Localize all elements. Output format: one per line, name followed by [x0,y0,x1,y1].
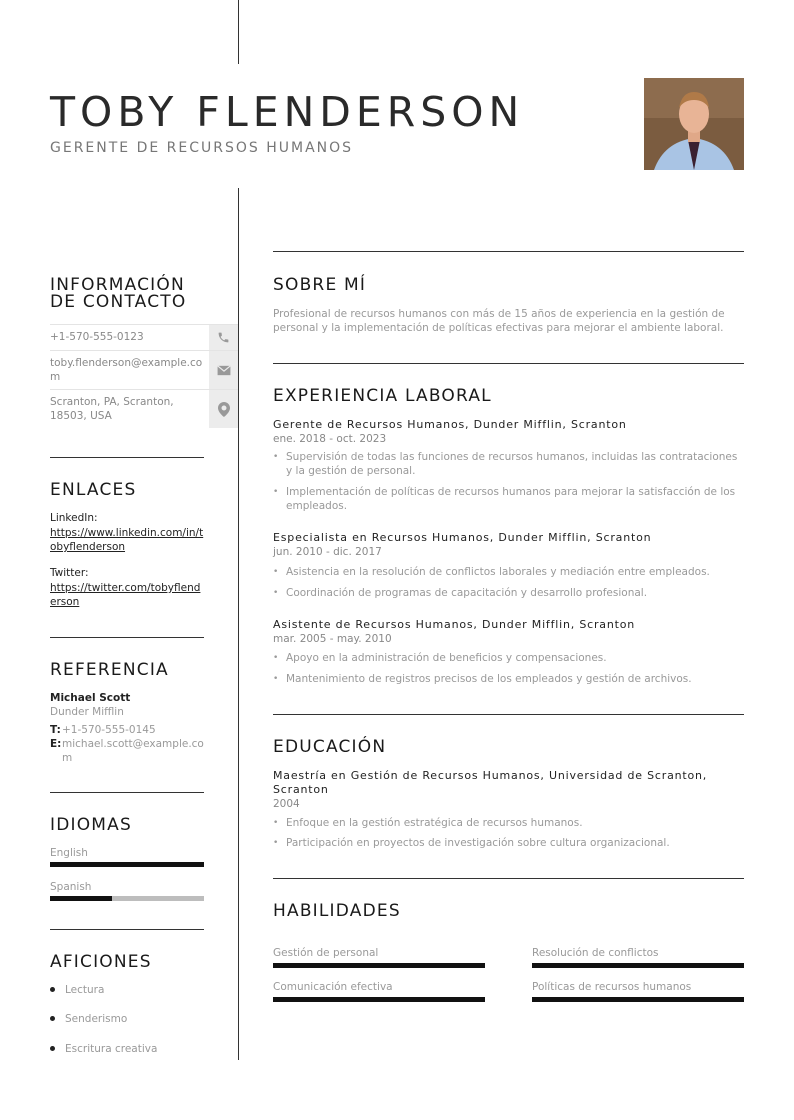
linkedin-link[interactable]: https://www.linkedin.com/in/tobyflenderson [50,527,204,553]
contact-heading-line1: INFORMACIÓN [50,275,185,295]
about-heading: SOBRE MÍ [273,275,367,295]
job-bullet: • Apoyo en la administración de beneficios y compensaciones. [273,651,744,665]
contact-address-row [50,390,238,428]
left-divider [50,637,204,638]
profile-photo-image [644,78,744,170]
reference-phone: +1-570-555-0145 [62,724,156,736]
left-divider [50,457,204,458]
links-heading: ENLACES [50,480,137,500]
reference-name: Michael Scott [50,692,131,704]
hobbies-heading: AFICIONES [50,952,152,972]
bullet-dot-icon [50,987,55,992]
linkedin-label: LinkedIn: [50,512,98,524]
envelope-icon [209,351,238,389]
section-divider [273,363,744,364]
left-divider [50,792,204,793]
education-bullet: • Participación en proyectos de investigación sobre cultura organizacional. [273,836,744,850]
job-bullet: • Asistencia en la resolución de conflictos laborales y mediación entre empleados. [273,565,744,579]
skills-heading: HABILIDADES [273,901,401,921]
language-level-bar [50,862,204,867]
language-name: Spanish [50,881,92,893]
reference-email-row [50,737,204,765]
bullet-dot-icon [50,1016,55,1021]
skill-name: Gestión de personal [273,947,379,959]
language-level-fill [50,862,204,867]
job-bullet: • Implementación de políticas de recursos humanos para mejorar la satisfacción de los empleados. [273,485,744,513]
job-bullet: • Mantenimiento de registros precisos de los empleados y gestión de archivos. [273,672,744,686]
skill-name: Resolución de conflictos [532,947,659,959]
reference-company: Dunder Mifflin [50,706,124,718]
bullet-dot-icon [50,1046,55,1051]
contact-address: Scranton, PA, Scranton, 18503, USA [50,396,174,422]
skill-name: Comunicación efectiva [273,981,393,993]
vertical-divider [238,188,239,1060]
language-level-fill [50,896,112,901]
skill-name: Políticas de recursos humanos [532,981,692,993]
reference-email: michael.scott@example.com [62,738,204,764]
contact-phone: +1-570-555-0123 [50,331,144,343]
education-heading: EDUCACIÓN [273,737,387,757]
languages-heading: IDIOMAS [50,815,132,835]
experience-heading: EXPERIENCIA LABORAL [273,386,492,406]
twitter-link[interactable]: https://twitter.com/tobyflenderson [50,582,201,608]
reference-phone-label: T: [50,724,61,736]
about-text: Profesional de recursos humanos con más de 15 años de experiencia en la gestión de personal y la implementación de políticas efectivas para mejorar el ambiente laboral. [273,308,725,334]
job-bullet: • Coordinación de programas de capacitación y desarrollo profesional. [273,586,744,600]
job-dates: jun. 2010 - dic. 2017 [273,546,382,558]
language-level-bar [50,896,204,901]
contact-phone-row [50,324,238,351]
left-divider [50,929,204,930]
hobby-item: Escritura creativa [50,1043,157,1055]
education-degree: Maestría en Gestión de Recursos Humanos, Universidad de Scranton, Scranton [273,769,708,796]
job-dates: ene. 2018 - oct. 2023 [273,433,387,445]
reference-heading: REFERENCIA [50,660,169,680]
education-bullet: • Enfoque en la gestión estratégica de recursos humanos. [273,816,744,830]
job-role: Asistente de Recursos Humanos, Dunder Mifflin, Scranton [273,618,636,631]
skill-level-bar [532,997,744,1002]
vertical-divider-top [238,0,239,64]
profile-photo [644,78,744,170]
reference-phone-row [50,723,204,737]
candidate-name: TOBY FLENDERSON [50,88,525,136]
education-year: 2004 [273,798,300,810]
hobby-item: Lectura [50,984,104,996]
twitter-label: Twitter: [50,567,89,579]
skill-level-bar [273,997,485,1002]
section-divider [273,251,744,252]
reference-email-label: E: [50,738,62,750]
job-role: Gerente de Recursos Humanos, Dunder Mifflin, Scranton [273,418,627,431]
section-divider [273,714,744,715]
job-bullet: • Supervisión de todas las funciones de recursos humanos, incluidas las contrataciones y la gestión de personal. [273,450,744,478]
section-divider [273,878,744,879]
job-dates: mar. 2005 - may. 2010 [273,633,392,645]
skill-level-bar [532,963,744,968]
contact-email-row [50,351,238,390]
language-name: English [50,847,88,859]
contact-heading-line2: DE CONTACTO [50,292,187,312]
skill-level-bar [273,963,485,968]
job-role: Especialista en Recursos Humanos, Dunder Mifflin, Scranton [273,531,652,544]
contact-email: toby.flenderson@example.com [50,357,203,383]
candidate-title: GERENTE DE RECURSOS HUMANOS [50,140,354,156]
phone-icon [209,325,238,350]
hobby-item: Senderismo [50,1013,127,1025]
location-pin-icon [209,390,238,428]
